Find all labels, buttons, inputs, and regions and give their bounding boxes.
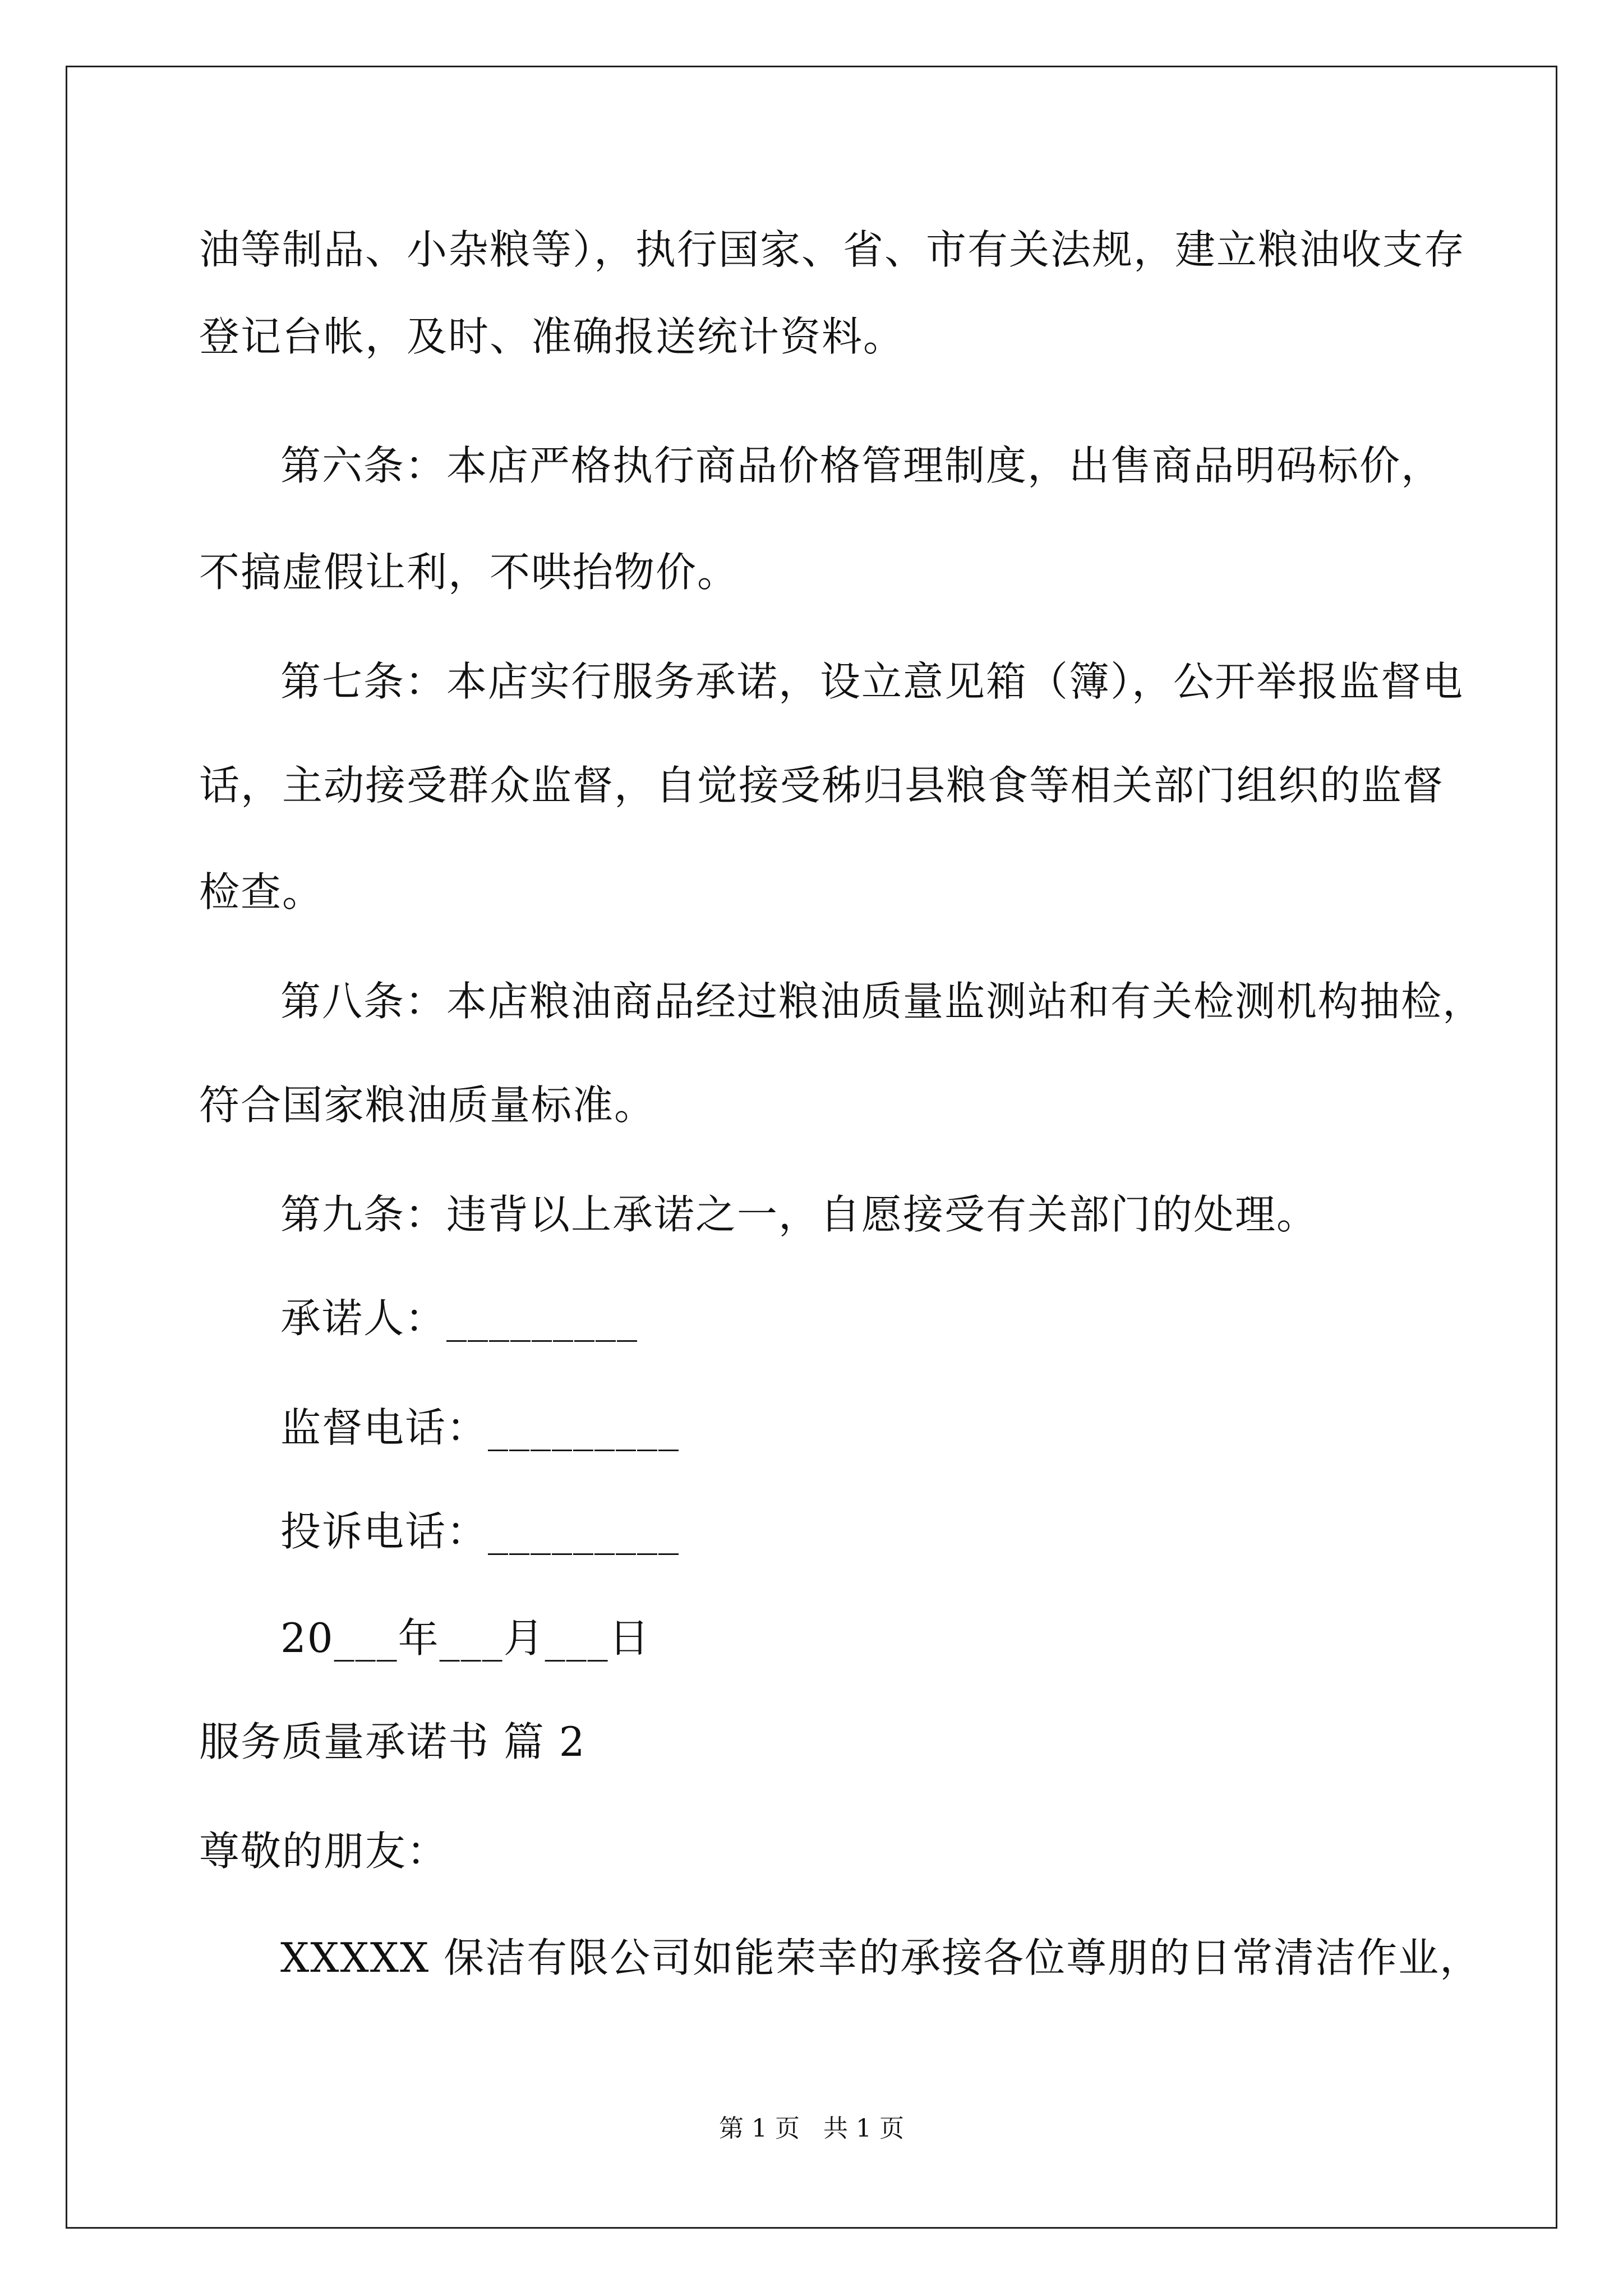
- signature-line: 承诺人：_________: [280, 1295, 639, 1342]
- paragraph-line: 登记台帐，及时、准确报送统计资料。: [199, 313, 905, 360]
- date-line: 20___年___月___日: [280, 1614, 651, 1662]
- complaint-phone-line: 投诉电话：_________: [280, 1508, 680, 1555]
- paragraph-line: 不搞虚假让利，不哄抬物价。: [199, 549, 739, 596]
- paragraph-line: 第六条：本店严格执行商品价格管理制度，出售商品明码标价，: [280, 442, 1443, 489]
- paragraph-line: 符合国家粮油质量标准。: [199, 1082, 656, 1129]
- page-footer: 第 1 页 共 1 页: [719, 2114, 904, 2143]
- paragraph-line: 第八条：本店粮油商品经过粮油质量监测站和有关检测机构抽检，: [280, 978, 1484, 1025]
- paragraph-line: 油等制品、小杂粮等），执行国家、省、市有关法规，建立粮油收支存: [199, 226, 1466, 273]
- paragraph-line: 话，主动接受群众监督，自觉接受秭归县粮食等相关部门组织的监督: [199, 762, 1445, 809]
- paragraph-line: 第七条：本店实行服务承诺，设立意见箱（簿），公开举报监督电: [280, 658, 1464, 705]
- salutation: 尊敬的朋友：: [199, 1828, 449, 1875]
- supervision-phone-line: 监督电话：_________: [280, 1404, 680, 1451]
- paragraph-line: 检查。: [199, 868, 324, 915]
- section-heading: 服务质量承诺书 篇 2: [199, 1718, 586, 1765]
- paragraph-line: 第九条：违背以上承诺之一，自愿接受有关部门的处理。: [280, 1191, 1318, 1238]
- page-frame: [66, 66, 1557, 2229]
- paragraph-line: XXXXX 保洁有限公司如能荣幸的承接各位尊朋的日常清洁作业，: [280, 1934, 1482, 1981]
